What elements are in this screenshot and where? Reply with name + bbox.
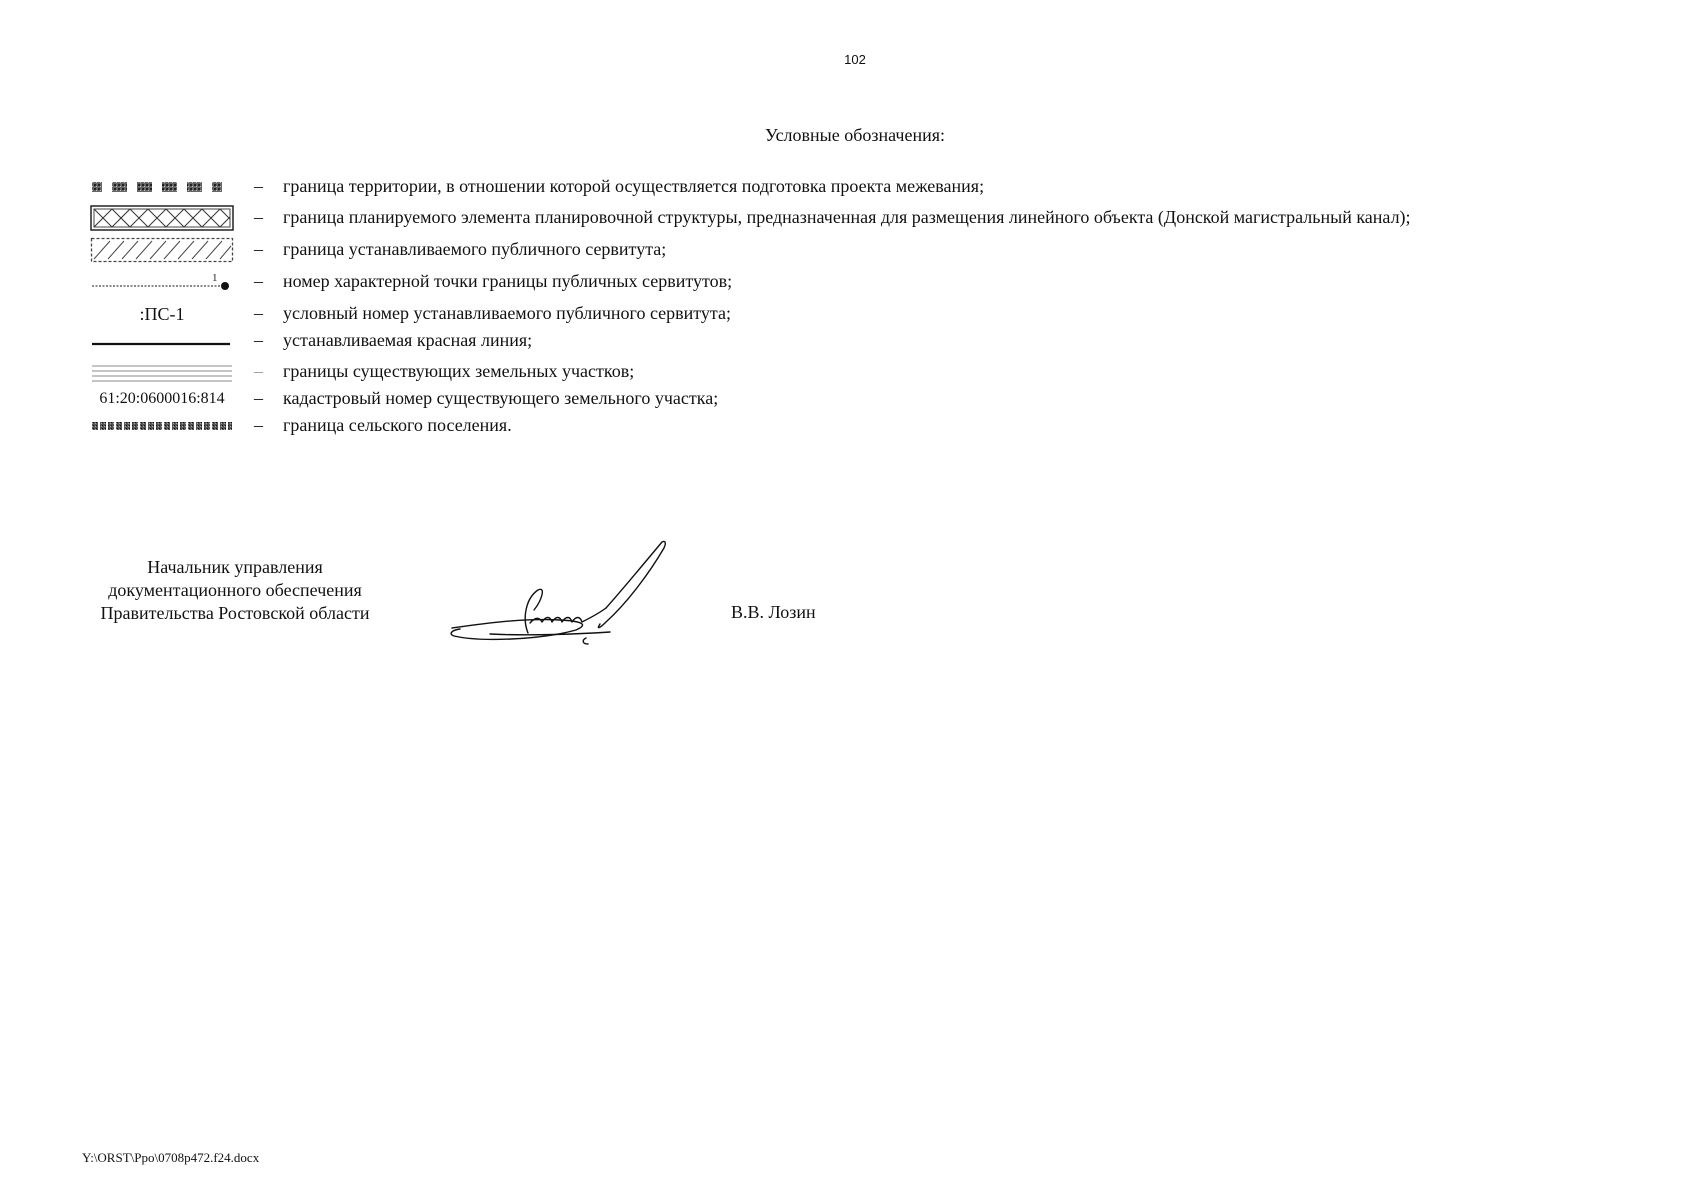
legend-dash: – (254, 271, 263, 291)
legend-item (90, 386, 1650, 412)
legend-dash: – (254, 415, 263, 435)
legend-title: Условные обозначения: (764, 125, 946, 145)
signatory-position (70, 556, 400, 625)
signer-name: В.В. Лозин (731, 602, 816, 622)
legend-dash: – (254, 207, 263, 227)
legend-dash: – (254, 176, 263, 196)
legend-dash: – (254, 388, 263, 408)
position-line: документационного обеспечения (108, 580, 362, 600)
legend-dash: – (254, 239, 263, 259)
legend-item (90, 269, 1650, 295)
rural-settlement-boundary-icon (90, 413, 234, 439)
document-file-path: Y:\ORST\Ppo\0708p472.f24.docx (82, 1150, 260, 1165)
position-line: Правительства Ростовской области (100, 603, 370, 623)
legend-description: границы существующих земельных участков; (283, 361, 635, 381)
legend-item (90, 413, 1650, 439)
legend-item (90, 205, 1650, 231)
planned-structure-element-boundary-icon (90, 205, 234, 231)
legend-description: устанавливаемая красная линия; (283, 330, 533, 350)
cadastral-number-text: 61:20:0600016:814 (99, 390, 225, 407)
point-number-label: 1 (212, 272, 218, 284)
legend-item (90, 359, 1650, 385)
project-territory-boundary-icon (90, 174, 234, 200)
cadastral-number-symbol (90, 386, 234, 412)
position-line: Начальник управления (147, 557, 323, 577)
legend-item (90, 301, 1650, 327)
legend-description: граница устанавливаемого публичного сервитута; (283, 239, 667, 259)
page-number: 102 (844, 52, 866, 67)
characteristic-point-icon (90, 269, 234, 295)
red-line-icon (90, 328, 234, 354)
legend-description: номер характерной точки границы публичных сервитутов; (283, 271, 733, 291)
legend-description: кадастровый номер существующего земельного участка; (283, 388, 719, 408)
legend-description: граница сельского поселения. (283, 415, 512, 435)
legend-description: граница территории, в отношении которой осуществляется подготовка проекта межевания; (283, 176, 985, 196)
servitude-number-symbol (90, 301, 234, 327)
legend-item (90, 174, 1650, 200)
legend-description: условный номер устанавливаемого публичного сервитута; (283, 303, 732, 323)
handwritten-signature-icon (450, 538, 690, 648)
land-plot-boundaries-icon (90, 359, 234, 385)
legend-item (90, 328, 1650, 354)
legend-description: граница планируемого элемента планировочной структуры, предназначенная для размещения линейного объекта (Донской магистральный канал); (283, 207, 1411, 227)
public-servitude-boundary-icon (90, 237, 234, 263)
legend-dash: – (254, 330, 263, 350)
legend-item (90, 237, 1650, 263)
legend-dash: – (254, 361, 263, 381)
servitude-number-text: :ПС-1 (139, 303, 185, 324)
legend-dash: – (254, 303, 263, 323)
